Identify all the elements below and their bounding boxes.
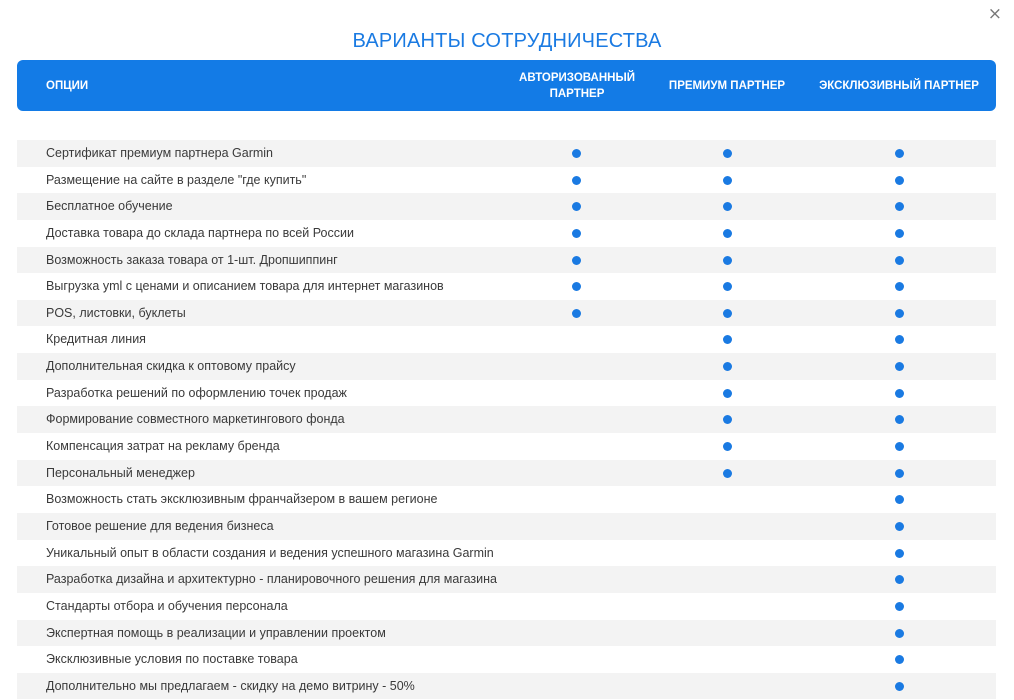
option-label: Доставка товара до склада партнера по всей России bbox=[46, 225, 354, 240]
exclusive-included-dot-icon bbox=[895, 442, 904, 451]
exclusive-included-dot-icon bbox=[895, 495, 904, 504]
option-label: Сертификат премиум партнера Garmin bbox=[46, 146, 274, 160]
authorized-included-dot-icon bbox=[572, 176, 581, 185]
table-row bbox=[17, 566, 996, 593]
table-row bbox=[17, 646, 996, 673]
table-row bbox=[17, 140, 996, 167]
option-label: Кредитная линия bbox=[46, 332, 146, 347]
exclusive-included-dot-icon bbox=[895, 362, 904, 371]
table-row bbox=[17, 513, 996, 540]
exclusive-included-dot-icon bbox=[895, 469, 904, 478]
option-label: Возможность стать эксклюзивным франчайзером в вашем регионе bbox=[46, 492, 438, 507]
premium-included-dot-icon bbox=[723, 469, 732, 478]
header-exclusive-partner: ЭКСКЛЮЗИВНЫЙ ПАРТНЕР bbox=[819, 79, 979, 92]
exclusive-included-dot-icon bbox=[895, 202, 904, 211]
exclusive-included-dot-icon bbox=[895, 229, 904, 238]
option-label: Стандарты отбора и обучения персонала bbox=[46, 598, 288, 613]
exclusive-included-dot-icon bbox=[895, 149, 904, 158]
option-label: Персональный менеджер bbox=[46, 465, 195, 480]
premium-included-dot-icon bbox=[723, 149, 732, 158]
premium-included-dot-icon bbox=[723, 282, 732, 291]
exclusive-included-dot-icon bbox=[895, 549, 904, 558]
table-row bbox=[17, 167, 996, 194]
header-authorized-partner: АВТОРИЗОВАННЫЙ ПАРТНЕР bbox=[519, 71, 635, 100]
table-row bbox=[17, 273, 996, 300]
table-row bbox=[17, 486, 996, 513]
authorized-included-dot-icon bbox=[572, 202, 581, 211]
premium-included-dot-icon bbox=[723, 256, 732, 265]
exclusive-included-dot-icon bbox=[895, 629, 904, 638]
table-row bbox=[17, 460, 996, 487]
table-row bbox=[17, 593, 996, 620]
authorized-included-dot-icon bbox=[572, 256, 581, 265]
option-label: Экспертная помощь в реализации и управлении проектом bbox=[46, 625, 386, 640]
option-label: Разработка решений по оформлению точек продаж bbox=[46, 385, 347, 400]
exclusive-included-dot-icon bbox=[895, 335, 904, 344]
table-row bbox=[17, 193, 996, 220]
premium-included-dot-icon bbox=[723, 176, 732, 185]
option-label: Бесплатное обучение bbox=[46, 199, 173, 214]
premium-included-dot-icon bbox=[723, 202, 732, 211]
authorized-included-dot-icon bbox=[572, 309, 581, 318]
table-row bbox=[17, 620, 996, 647]
table-row bbox=[17, 353, 996, 380]
header-premium-partner: ПРЕМИУМ ПАРТНЕР bbox=[668, 79, 786, 92]
exclusive-included-dot-icon bbox=[895, 256, 904, 265]
table-row bbox=[17, 326, 996, 353]
option-label: Уникальный опыт в области создания и ведения успешного магазина Garmin bbox=[46, 545, 494, 560]
option-label: POS, листовки, буклеты bbox=[46, 305, 186, 320]
exclusive-included-dot-icon bbox=[895, 176, 904, 185]
authorized-included-dot-icon bbox=[572, 229, 581, 238]
exclusive-included-dot-icon bbox=[895, 415, 904, 424]
premium-included-dot-icon bbox=[723, 229, 732, 238]
option-label: Формирование совместного маркетингового фонда bbox=[46, 412, 345, 427]
option-label: Размещение на сайте в разделе "где купить" bbox=[46, 172, 307, 187]
option-label: Эксклюзивные условия по поставке товара bbox=[46, 652, 298, 667]
table-row bbox=[17, 380, 996, 407]
authorized-included-dot-icon bbox=[572, 282, 581, 291]
exclusive-included-dot-icon bbox=[895, 655, 904, 664]
option-label: Дополнительная скидка к оптовому прайсу bbox=[46, 359, 296, 374]
exclusive-included-dot-icon bbox=[895, 575, 904, 584]
option-label: Готовое решение для ведения бизнеса bbox=[46, 518, 274, 533]
premium-included-dot-icon bbox=[723, 335, 732, 344]
table-row bbox=[17, 300, 996, 327]
exclusive-included-dot-icon bbox=[895, 282, 904, 291]
table-row bbox=[17, 673, 996, 700]
premium-included-dot-icon bbox=[723, 309, 732, 318]
exclusive-included-dot-icon bbox=[895, 389, 904, 398]
table-row bbox=[17, 247, 996, 274]
header-options: ОПЦИИ bbox=[46, 79, 89, 92]
premium-included-dot-icon bbox=[723, 442, 732, 451]
option-label: Дополнительно мы предлагаем - скидку на демо витрину - 50% bbox=[46, 678, 415, 693]
premium-included-dot-icon bbox=[723, 389, 732, 398]
premium-included-dot-icon bbox=[723, 415, 732, 424]
table-row bbox=[17, 220, 996, 247]
exclusive-included-dot-icon bbox=[895, 309, 904, 318]
table-row bbox=[17, 406, 996, 433]
table-header bbox=[17, 60, 996, 111]
option-label: Разработка дизайна и архитектурно - планировочного решения для магазина bbox=[46, 572, 497, 587]
premium-included-dot-icon bbox=[723, 362, 732, 371]
exclusive-included-dot-icon bbox=[895, 522, 904, 531]
option-label: Выгрузка yml с ценами и описанием товара для интернет магазинов bbox=[46, 279, 444, 294]
modal-title: ВАРИАНТЫ СОТРУДНИЧЕСТВА bbox=[352, 30, 662, 52]
option-label: Возможность заказа товара от 1-шт. Дропшиппинг bbox=[46, 252, 338, 267]
table-row bbox=[17, 540, 996, 567]
table-row bbox=[17, 433, 996, 460]
exclusive-included-dot-icon bbox=[895, 682, 904, 691]
option-label: Компенсация затрат на рекламу бренда bbox=[46, 439, 280, 454]
options-table bbox=[17, 140, 996, 699]
exclusive-included-dot-icon bbox=[895, 602, 904, 611]
close-icon[interactable]: × bbox=[987, 4, 1002, 24]
authorized-included-dot-icon bbox=[572, 149, 581, 158]
